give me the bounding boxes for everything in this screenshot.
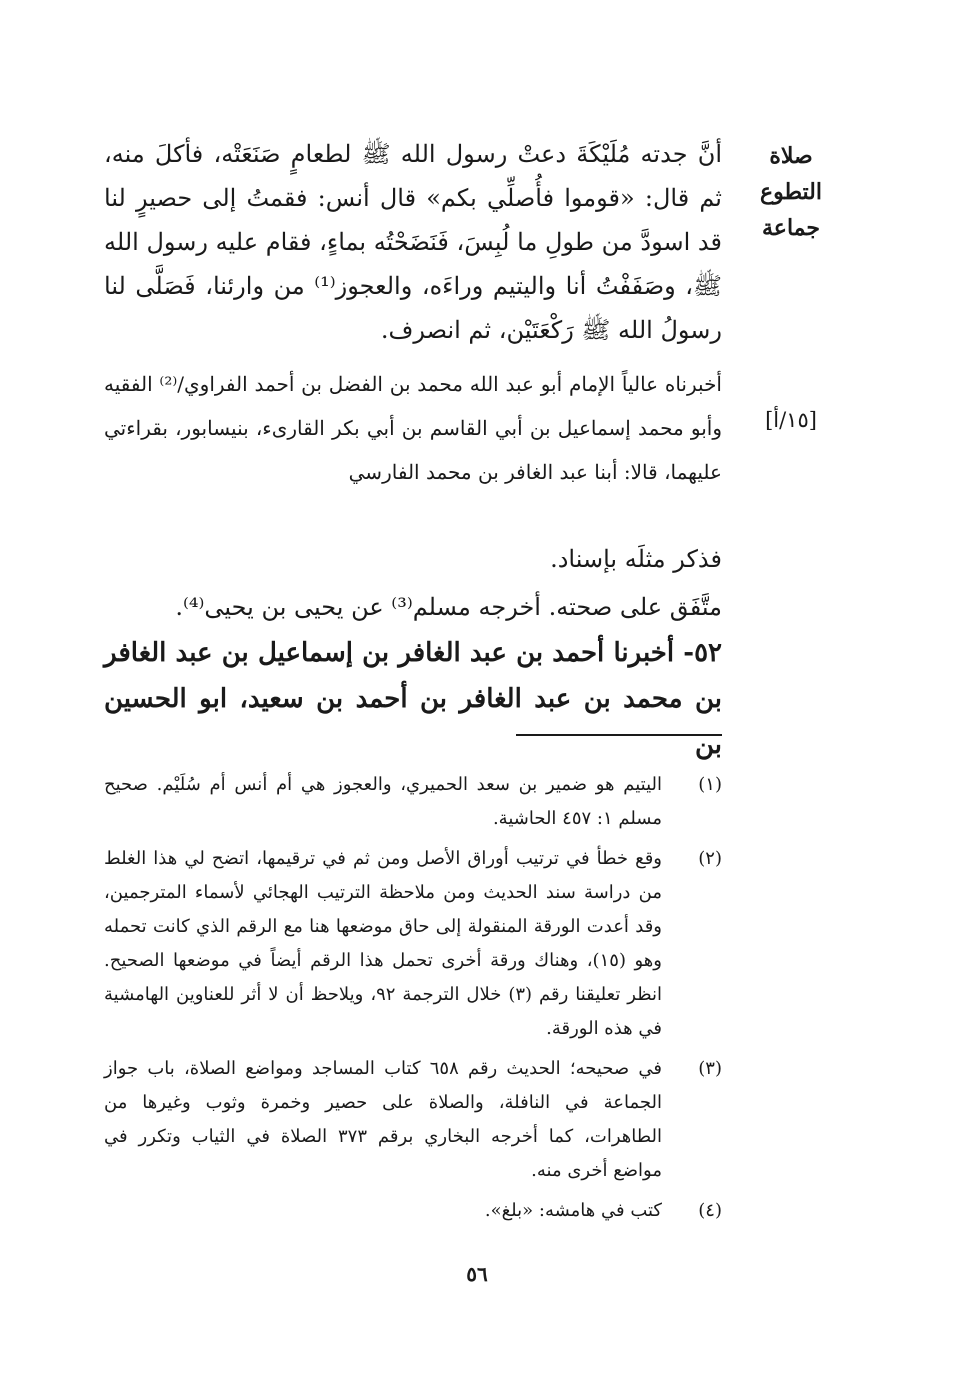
footnote-text: في صحيحه؛ الحديث رقم ٦٥٨ كتاب المساجد ومواضع الصلاة، باب جواز الجماعة في النافلة، والصلاة على حصير وخمرة وثوب وغيرها من الطاهرات، كما أخرجه البخاري برقم ٣٧٣ الصلاة في الثياب وتكرر في مواضع أخرى منه. bbox=[104, 1058, 662, 1181]
footnote-item bbox=[104, 1194, 722, 1228]
footnote-item bbox=[104, 1052, 722, 1188]
page-number: ٥٦ bbox=[466, 1262, 488, 1286]
agreed-line: متَّفَق على صحته. أخرجه مسلم⁽³⁾ عن يحيى بن يحيى⁽⁴⁾. bbox=[175, 593, 722, 621]
footnote-separator bbox=[516, 734, 722, 736]
isnad-text: أخبرناه عالياً الإمام أبو عبد الله محمد بن الفضل بن أحمد الفراوي/⁽²⁾ الفقيه وأبو محمد إسماعيل بن أبي القاسم بن أبي بكر القارىء، بنيسابور، بقراءتي عليهما، قالا: أبنا عبد الغافر بن محمد الفارسي bbox=[104, 372, 722, 484]
margin-leaf-reference: [١٥/أ] bbox=[765, 408, 817, 432]
next-hadith-heading: ٥٢- أخبرنا أحمد بن عبد الغافر بن إسماعيل بن عبد الغافر بن محمد بن عبد الغافر بن أحمد بن سعيد، ابو الحسين بن bbox=[104, 638, 722, 760]
margin-section-title: صلاة التطوع جماعة bbox=[760, 143, 822, 241]
hadith-text: أنَّ جدته مُلَيْكَةَ دعتْ رسول الله ﷺ لطعامٍ صَنَعَتْه، فأكلَ منه، ثم قال: «قوموا فأُصلِّي بكم» قال أنس: فقمتُ إلى حصيرٍ لنا قد اسودَّ من طولِ ما لُبِسَ، فَنَضَحْتُه بماءٍ، فقام عليه رسول الله ﷺ، وصَفَفْتُ أنا واليتيم وراءَه، والعجوز⁽¹⁾ من وارئنا، فَصَلَّى لنا رسولُ الله ﷺ رَكْعَتَيْن، ثم انصرف. bbox=[104, 140, 722, 344]
footnote-text: اليتيم هو ضمير بن سعد الحميري، والعجوز هي أم أنس أم سُلَيْم. صحيح مسلم ١: ٤٥٧ الحاشية. bbox=[104, 774, 662, 829]
footnote-item bbox=[104, 842, 722, 1046]
footnote-item bbox=[104, 768, 722, 836]
footnote-number: (٢) bbox=[698, 848, 722, 869]
footnotes bbox=[104, 768, 722, 1234]
dhikr-line: فذكر مثلَه بإسناد. bbox=[550, 545, 722, 573]
footnote-number: (٤) bbox=[698, 1200, 722, 1221]
footnote-number: (١) bbox=[698, 774, 722, 795]
footnote-text: وقع خطأ في ترتيب أوراق الأصل ومن ثم في ترقيمها، اتضح لي هذا الغلط من دراسة سند الحديث ومن ملاحظة الترتيب الهجائي لأسماء المترجمين، وقد أعدت الورقة المنقولة إلى حاق موضعها هنا مع الرقم الذي كانت تحمله وهو (١٥)، وهناك ورقة أخرى تحمل هذا الرقم أيضاً في موضعها الصحيح. انظر تعليقنا رقم (٣) خلال الترجمة ٩٢، ويلاحظ أن لا أثر للعناوين الهامشية في هذه الورقة. bbox=[104, 848, 662, 1039]
footnote-number: (٣) bbox=[698, 1058, 722, 1079]
footnote-text: كتب في هامشه: «بلغ». bbox=[484, 1200, 662, 1221]
